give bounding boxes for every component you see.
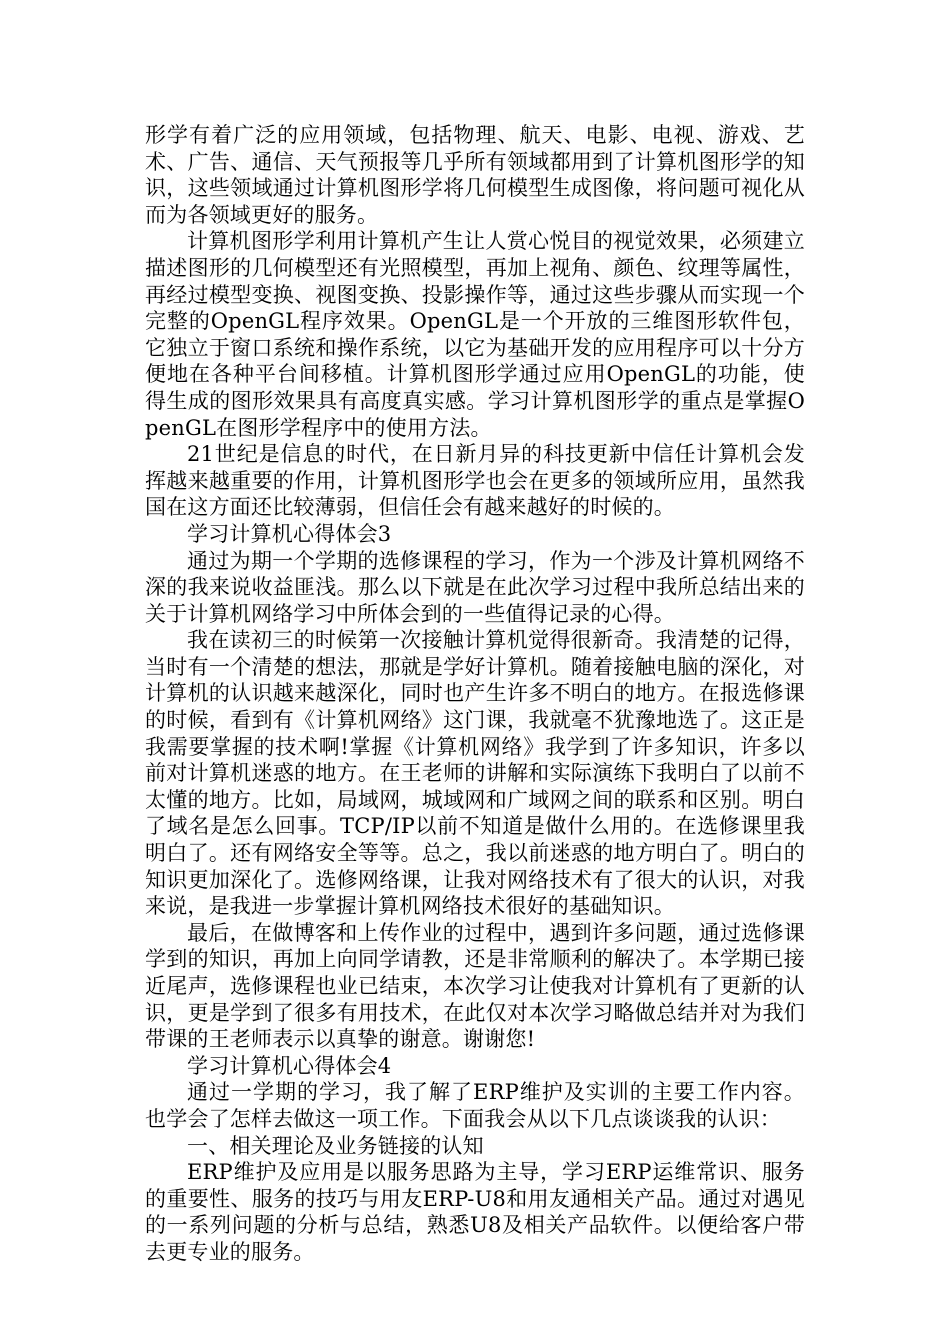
paragraph-information-era: 21世纪是信息的时代，在日新月异的科技更新中信任计算机会发挥越来越重要的作用，计算机图形学也会在更多的领域所应用，虽然我国在这方面还比较薄弱，但信任会有越来越好的时候的。 [145, 442, 805, 520]
section-heading-3: 学习计算机心得体会3 [187, 521, 392, 546]
paragraph-graphics-opengl: 计算机图形学利用计算机产生让人赏心悦目的视觉效果，必须建立描述图形的几何模型还有光照模型，再加上视角、颜色、纹理等属性，再经过模型变换、视图变换、投影操作等，通过这些步骤从而实现一个完整的OpenGL程序效果。OpenGL是一个开放的三维图形软件包，它独立于窗口系统和操作系统，以它为基础开发的应用程序可以十分方便地在各种平台间移植。计算机图形学通过应用OpenGL的功能，使得生成的图形效果具有高度真实感。学习计算机图形学的重点是掌握OpenGL在图形学程序中的使用方法。 [145, 229, 805, 440]
section-heading-4: 学习计算机心得体会4 [187, 1053, 392, 1078]
paragraph-network-course-experience: 我在读初三的时候第一次接触计算机觉得很新奇。我清楚的记得，当时有一个清楚的想法，那就是学好计算机。随着接触电脑的深化，对计算机的认识越来越深化，同时也产生许多不明白的地方。在报选修课的时候，看到有《计算机网络》这门课，我就毫不犹豫地选了。这正是我需要掌握的技术啊!掌握《计算机网络》我学到了许多知识，许多以前对计算机迷惑的地方。在王老师的讲解和实际演练下我明白了以前不太懂的地方。比如，局域网，城域网和广域网之间的联系和区别。明白了域名是怎么回事。TCP/IP以前不知道是做什么用的。在选修课里我明白了。还有网络安全等等。总之，我以前迷惑的地方明白了。明白的知识更加深化了。选修网络课，让我对网络技术有了很大的认识，对我来说，是我进一步掌握计算机网络技术很好的基础知识。 [145, 628, 805, 919]
paragraph-erp-intro: 通过一学期的学习，我了解了ERP维护及实训的主要工作内容。也学会了怎样去做这一项工作。下面我会从以下几点谈谈我的认识： [145, 1080, 805, 1131]
paragraph-erp-maintenance: ERP维护及应用是以服务思路为主导，学习ERP运维常识、服务的重要性、服务的技巧与用友ERP-U8和用友通相关产品。通过对遇见的一系列问题的分析与总结，熟悉U8及相关产品软件。以便给客户带去更专业的服务。 [145, 1160, 805, 1264]
paragraph-network-course-intro: 通过为期一个学期的选修课程的学习，作为一个涉及计算机网络不深的我来说收益匪浅。那么以下就是在此次学习过程中我所总结出来的关于计算机网络学习中所体会到的一些值得记录的心得。 [145, 548, 805, 626]
subsection-heading-theory: 一、相关理论及业务链接的认知 [187, 1133, 484, 1158]
document-body [145, 122, 805, 1266]
paragraph-graphics-applications: 形学有着广泛的应用领域，包括物理、航天、电影、电视、游戏、艺术、广告、通信、天气预报等几乎所有领域都用到了计算机图形学的知识，这些领域通过计算机图形学将几何模型生成图像，将问题可视化从而为各领域更好的服务。 [145, 123, 805, 227]
paragraph-network-course-conclusion: 最后，在做博客和上传作业的过程中，遇到许多问题，通过选修课学到的知识，再加上向同学请教，还是非常顺利的解决了。本学期已接近尾声，选修课程也业已结束，本次学习让使我对计算机有了更新的认识，更是学到了很多有用技术，在此仅对本次学习略做总结并对为我们带课的王老师表示以真挚的谢意。谢谢您! [145, 920, 805, 1052]
